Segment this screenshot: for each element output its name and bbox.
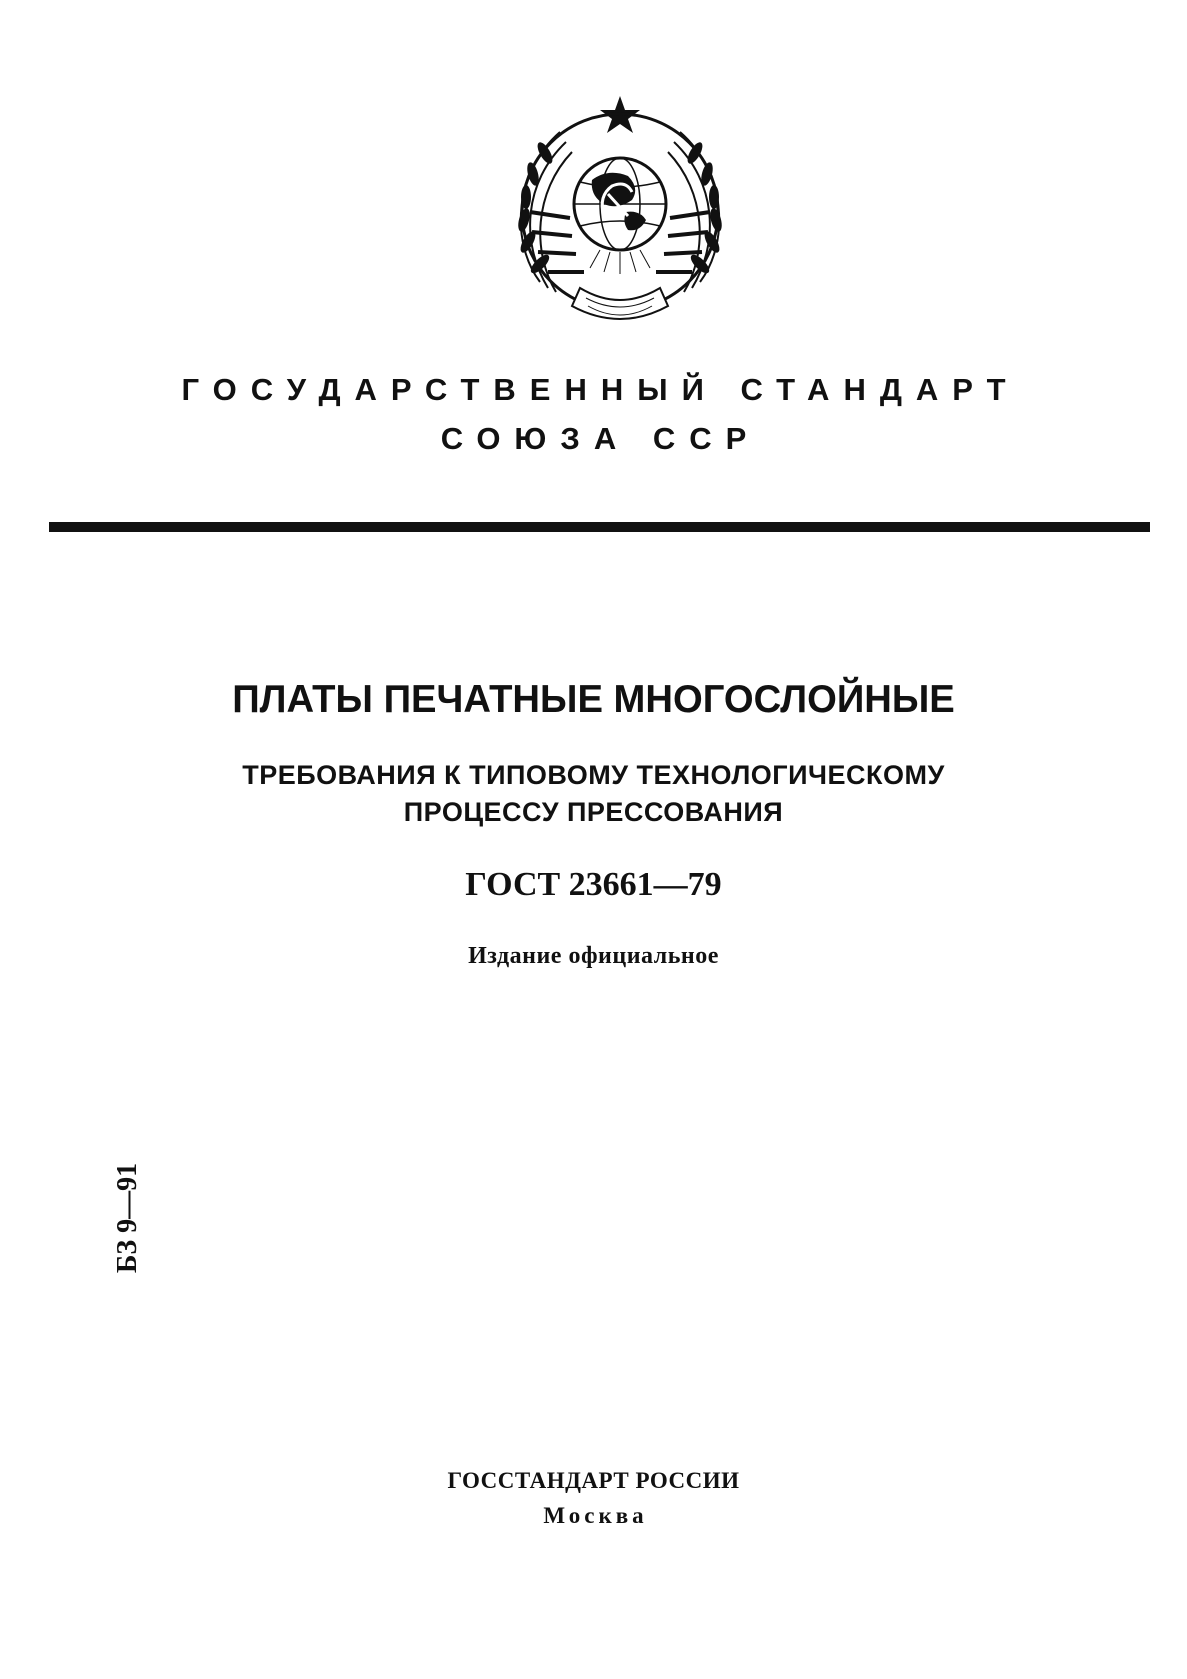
document-subtitle-line2: ПРОЦЕССУ ПРЕССОВАНИЯ	[403, 797, 784, 827]
publisher-city: Москва	[543, 1503, 648, 1528]
publisher-name: ГОССТАНДАРТ РОССИИ	[447, 1468, 740, 1493]
ussr-state-emblem-icon	[500, 92, 740, 342]
horizontal-rule	[49, 522, 1150, 532]
side-code-label: БЗ 9—91	[112, 1162, 143, 1274]
standard-header-line1: ГОСУДАРСТВЕННЫЙ СТАНДАРТ	[181, 372, 1020, 407]
edition-label: Издание официальное	[468, 943, 719, 969]
standard-header-line2: СОЮЗА ССР	[440, 421, 761, 456]
document-subtitle-line1: ТРЕБОВАНИЯ К ТИПОВОМУ ТЕХНОЛОГИЧЕСКОМУ	[242, 760, 945, 790]
standard-number: ГОСТ 23661—79	[465, 866, 722, 903]
document-title: ПЛАТЫ ПЕЧАТНЫЕ МНОГОСЛОЙНЫЕ	[232, 678, 955, 721]
